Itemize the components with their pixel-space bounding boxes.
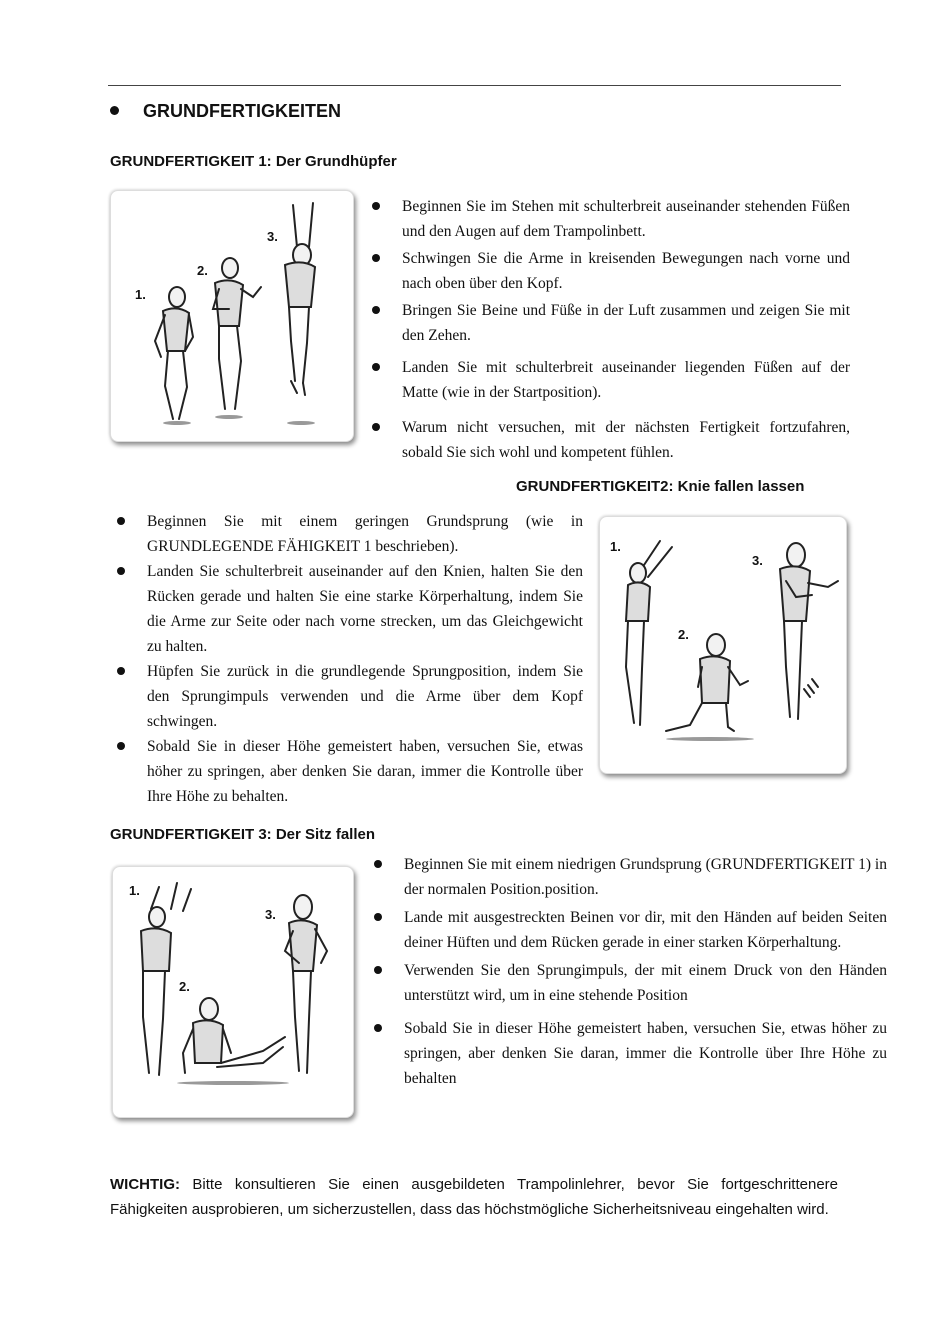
- list-item: Hüpfen Sie zurück in die grundlegende Sprungposition, indem Sie den Sprungimpuls verwenden und die Arme über dem Kopf schwingen.: [115, 659, 583, 734]
- list-item: Beginnen Sie im Stehen mit schulterbreit auseinander stehenden Füßen und den Augen auf dem Trampolinbett.: [370, 194, 850, 244]
- skill3-title: GRUNDFERTIGKEIT 3: Der Sitz fallen: [110, 826, 376, 843]
- skill2-bullet-list: [115, 509, 583, 809]
- list-item: Bringen Sie Beine und Füße in der Luft zusammen und zeigen Sie mit den Zehen.: [370, 298, 850, 348]
- important-text: Bitte konsultieren Sie einen ausgebildeten Trampolinlehrer, bevor Sie fortgeschrittenere Fähigkeiten ausprobieren, um sicherzustellen, dass das höchstmögliche Sicherheitsniveau eingehalten wird.: [110, 1176, 838, 1218]
- top-divider: [108, 85, 841, 86]
- figure-label-3: 3.: [265, 907, 276, 922]
- figure-label-3: 3.: [752, 553, 763, 568]
- list-item: Beginnen Sie mit einem geringen Grundsprung (wie in GRUNDLEGENDE FÄHIGKEIT 1 beschrieben).: [115, 509, 583, 559]
- knee-drop-illustration: [600, 517, 846, 773]
- list-item: Beginnen Sie mit einem niedrigen Grundsprung (GRUNDFERTIGKEIT 1) in der normalen Position.position.: [372, 852, 887, 902]
- list-item: Landen Sie schulterbreit auseinander auf den Knien, halten Sie den Rücken gerade und halten Sie eine starke Körperhaltung, indem Sie die Arme zur Seite oder nach vorne strecken, um das Gleichgewicht zu halten.: [115, 559, 583, 659]
- skill3-bullet-list: [372, 852, 887, 1091]
- skill2-figure: [599, 516, 847, 774]
- important-label: WICHTIG:: [110, 1176, 180, 1193]
- bullet-icon: [110, 106, 119, 115]
- list-item: Verwenden Sie den Sprungimpuls, der mit einem Druck von den Händen unterstützt wird, um in eine stehende Position: [372, 958, 887, 1008]
- figure-label-1: 1.: [135, 287, 146, 302]
- seat-drop-illustration: [113, 867, 353, 1117]
- list-item: Sobald Sie in dieser Höhe gemeistert haben, versuchen Sie, etwas höher zu springen, aber denken Sie daran, immer die Kontrolle über Ihre Höhe zu behalten: [372, 1016, 887, 1091]
- list-item: Landen Sie mit schulterbreit auseinander liegenden Füßen auf der Matte (wie in der Startposition).: [370, 355, 850, 405]
- figure-label-1: 1.: [610, 539, 621, 554]
- figure-label-1: 1.: [129, 883, 140, 898]
- figure-label-2: 2.: [197, 263, 208, 278]
- figure-label-2: 2.: [179, 979, 190, 994]
- skill1-figure: [110, 190, 354, 442]
- main-heading: [110, 101, 341, 122]
- figure-label-3: 3.: [267, 229, 278, 244]
- list-item: Warum nicht versuchen, mit der nächsten Fertigkeit fortzufahren, sobald Sie sich wohl und kompetent fühlen.: [370, 415, 850, 465]
- important-notice: [110, 1172, 838, 1222]
- list-item: Sobald Sie in dieser Höhe gemeistert haben, versuchen Sie, etwas höher zu springen, aber denken Sie daran, immer die Kontrolle über Ihre Höhe zu behalten.: [115, 734, 583, 809]
- basic-jump-illustration: [111, 191, 353, 441]
- figure-label-2: 2.: [678, 627, 689, 642]
- list-item: Lande mit ausgestreckten Beinen vor dir, mit den Händen auf beiden Seiten deiner Hüften und dem Rücken gerade in einer starken Körperhaltung.: [372, 905, 887, 955]
- skill1-bullet-list: [370, 194, 850, 465]
- skill2-title: GRUNDFERTIGKEIT2: Knie fallen lassen: [516, 478, 805, 495]
- main-heading-text: GRUNDFERTIGKEITEN: [143, 101, 341, 121]
- skill3-figure: [112, 866, 354, 1118]
- list-item: Schwingen Sie die Arme in kreisenden Bewegungen nach vorne und nach oben über den Kopf.: [370, 246, 850, 296]
- skill1-title: GRUNDFERTIGKEIT 1: Der Grundhüpfer: [110, 153, 397, 170]
